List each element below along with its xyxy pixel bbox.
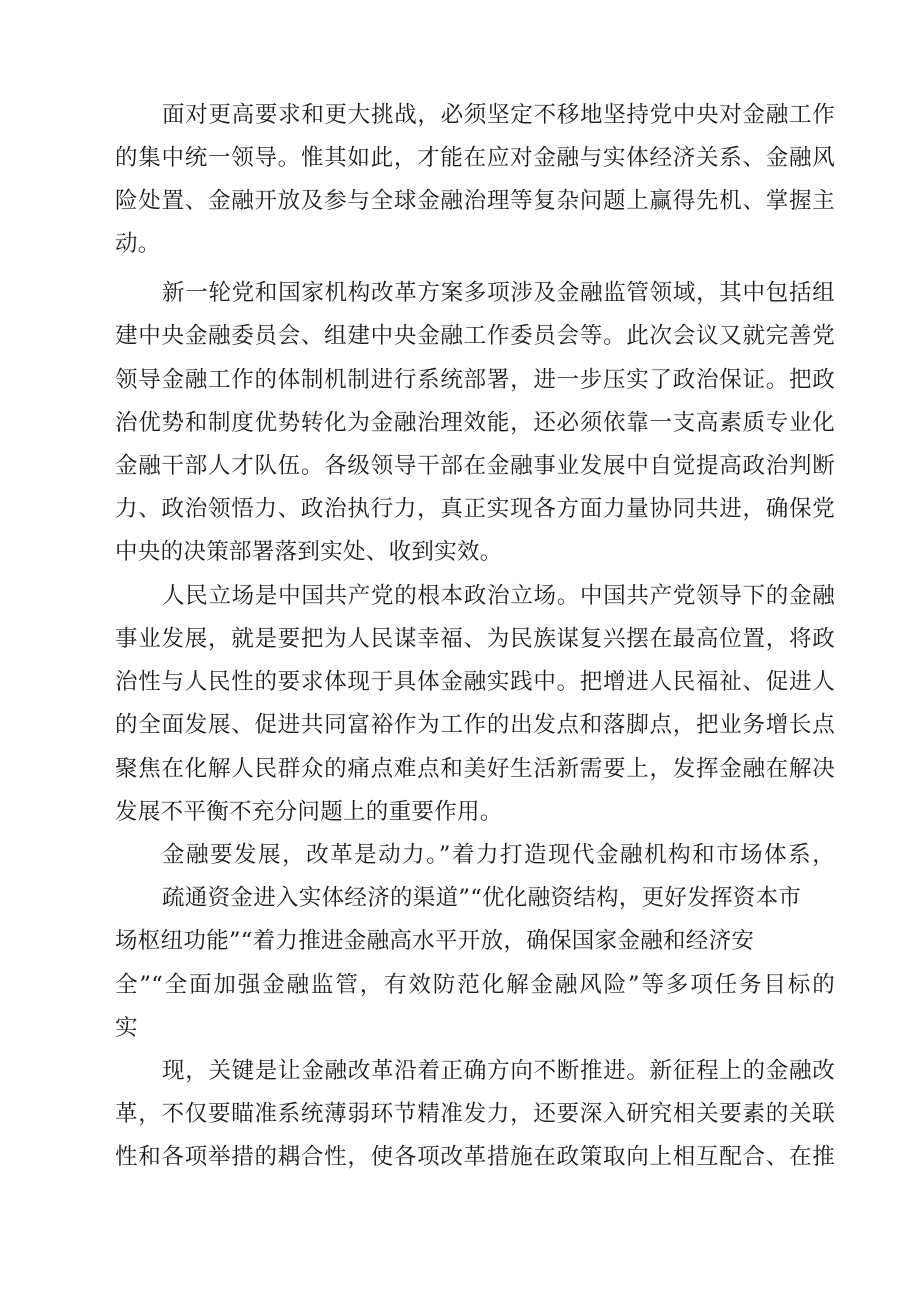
text-line: 实: [115, 1015, 138, 1041]
text-line: 全”“全面加强金融监管，有效防范化解金融风险”等多项任务目标的: [115, 972, 835, 998]
text-line: 建中央金融委员会、组建中央金融工作委员会等。此次会议又就完善党: [115, 323, 835, 349]
text-line: 治优势和制度优势转化为金融治理效能，还必须依靠一支高素质专业化: [115, 410, 835, 436]
text-line: 面对更高要求和更大挑战，必须坚定不移地坚持党中央对金融工作: [162, 102, 835, 128]
text-line: 中央的决策部署落到实处、收到实效。: [115, 539, 503, 565]
text-line: 疏通资金进入实体经济的渠道”“优化融资结构，更好发挥资本市: [162, 885, 802, 911]
text-line: 人民立场是中国共产党的根本政治立场。中国共产党领导下的金融: [162, 583, 835, 609]
text-line: 发展不平衡不充分问题上的重要作用。: [115, 799, 503, 825]
text-line: 的集中统一领导。惟其如此，才能在应对金融与实体经济关系、金融风: [115, 145, 835, 171]
text-line: 革，不仅要瞄准系统薄弱环节精准发力，还要深入研究相关要素的关联: [115, 1101, 835, 1127]
text-line: 治性与人民性的要求体现于具体金融实践中。把增进人民福祉、促进人: [115, 669, 835, 695]
text-line: 现，关键是让金融改革沿着正确方向不断推进。新征程上的金融改: [162, 1058, 835, 1084]
text-line: 聚焦在化解人民群众的痛点难点和美好生活新需要上，发挥金融在解决: [115, 756, 835, 782]
text-line: 事业发展，就是要把为人民谋幸福、为民族谋复兴摆在最高位置，将政: [115, 626, 835, 652]
text-line: 金融干部人才队伍。各级领导干部在金融事业发展中自觉提高政治判断: [115, 453, 835, 479]
text-line: 新一轮党和国家机构改革方案多项涉及金融监管领域，其中包括组: [162, 280, 835, 306]
text-line: 金融要发展，改革是动力。”着力打造现代金融机构和市场体系，: [162, 842, 835, 868]
text-line: 性和各项举措的耦合性，使各项改革措施在政策取向上相互配合、在推: [115, 1144, 835, 1170]
text-line: 动。: [115, 231, 161, 257]
text-line: 领导金融工作的体制机制进行系统部署，进一步压实了政治保证。把政: [115, 367, 835, 393]
text-line: 场枢纽功能”“着力推进金融高水平开放，确保国家金融和经济安: [115, 928, 755, 954]
text-line: 的全面发展、促进共同富裕作为工作的出发点和落脚点，把业务增长点: [115, 712, 835, 738]
text-line: 力、政治领悟力、政治执行力，真正实现各方面力量协同共进，确保党: [115, 496, 835, 522]
text-line: 险处置、金融开放及参与全球金融治理等复杂问题上赢得先机、掌握主: [115, 188, 835, 214]
